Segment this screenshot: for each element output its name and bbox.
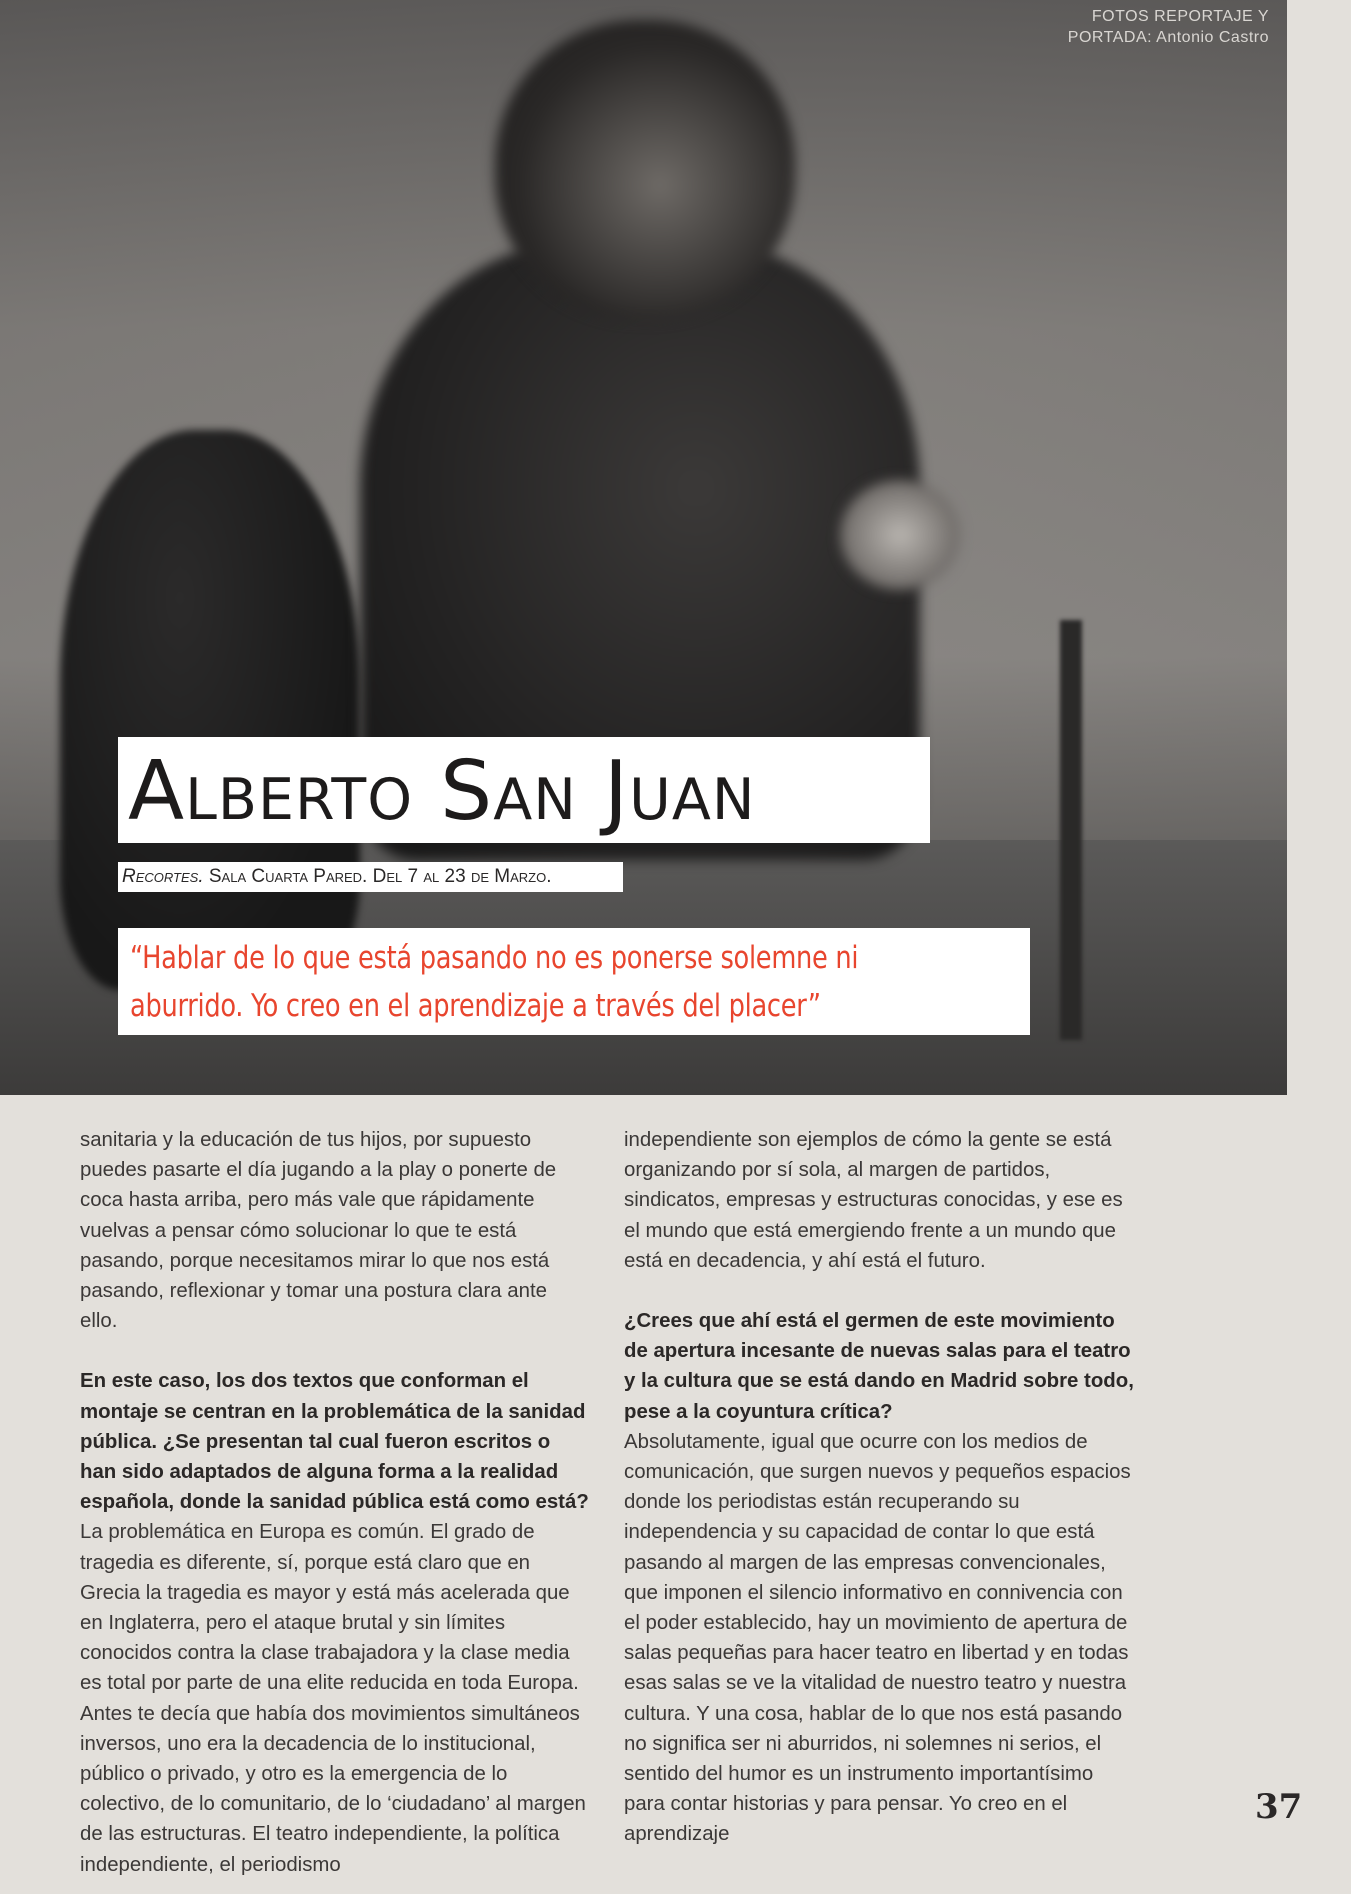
paragraph: independiente son ejemplos de cómo la gente se está organizando por sí sola, al margen de partidos, sindicatos, empresas y estructuras conocidas, y ese es el mundo que está emergiendo frente a un mundo que está en decadencia, y ahí está el futuro.	[624, 1129, 1123, 1272]
interview-question: En este caso, los dos textos que conforman el montaje se centran en la problemática de la sanidad pública. ¿Se presentan tal cual fueron escritos o han sido adaptados de alguna forma a la realidad española, donde la sanidad pública está como está?	[80, 1370, 589, 1514]
photo-credit	[1068, 6, 1269, 48]
photo-credit-line1: FOTOS REPORTAJE Y	[1091, 8, 1269, 25]
text-column-right	[624, 1125, 1134, 1850]
photo-person-head	[495, 20, 795, 320]
photo-hands	[840, 480, 960, 590]
photo-chair-leg	[1060, 620, 1082, 1040]
paragraph: sanitaria y la educación de tus hijos, por supuesto puedes pasarte el día jugando a la play o ponerte de coca hasta arriba, pero más vale que rápidamente vuelvas a pensar cómo solucionar lo que te está pasando, porque necesitamos mirar lo que nos está pasando, reflexionar y tomar una postura clara ante ello.	[80, 1129, 557, 1333]
pull-quote: “Hablar de lo que está pasando no es ponerse solemne ni aburrido. Yo creo en el aprendizaje a través del placer”	[130, 940, 859, 1024]
page-number: 37	[1255, 1787, 1303, 1827]
interview-question: ¿Crees que ahí está el germen de este movimiento de apertura incesante de nuevas salas para el teatro y la cultura que se está dando en Madrid sobre todo, pese a la coyuntura crítica?	[624, 1310, 1134, 1423]
event-info	[122, 865, 552, 889]
article-title: Alberto San Juan	[128, 744, 756, 839]
venue-dates: Sala Cuarta Pared. Del 7 al 23 de Marzo.	[203, 866, 552, 887]
photo-credit-line2: PORTADA: Antonio Castro	[1067, 29, 1269, 46]
interview-answer: Absolutamente, igual que ocurre con los medios de comunicación, que surgen nuevos y pequeños espacios donde los periodistas están recuperando su independencia y su capacidad de contar lo que está pasando al margen de las empresas convencionales, que imponen el silencio informativo en connivencia con el poder establecido, hay un movimiento de apertura de salas pequeñas para hacer teatro en libertad y en todas esas salas se ve la vitalidad de nuestro teatro y nuestra cultura. Y una cosa, hablar de lo que nos está pasando no significa ser ni aburridos, ni solemnes ni serios, el sentido del humor es un instrumento importantísimo para contar historias y para pensar. Yo creo en el aprendizaje	[624, 1430, 1131, 1846]
work-title: Recortes.	[122, 866, 204, 887]
photo-chair	[60, 430, 360, 990]
text-column-left	[80, 1125, 590, 1880]
interview-answer: La problemática en Europa es común. El grado de tragedia es diferente, sí, porque está claro que en Grecia la tragedia es mayor y está más acelerada que en Inglaterra, pero el ataque brutal y sin límites conocidos contra la clase trabajadora y la clase media es total por parte de una elite reducida en toda Europa. Antes te decía que había dos movimientos simultáneos inversos, uno era la decadencia de lo institucional, público o privado, y otro es la emergencia de lo colectivo, de lo comunitario, de lo ‘ciudadano’ al margen de las estructuras. El teatro independiente, la política independiente, el periodismo	[80, 1521, 586, 1876]
